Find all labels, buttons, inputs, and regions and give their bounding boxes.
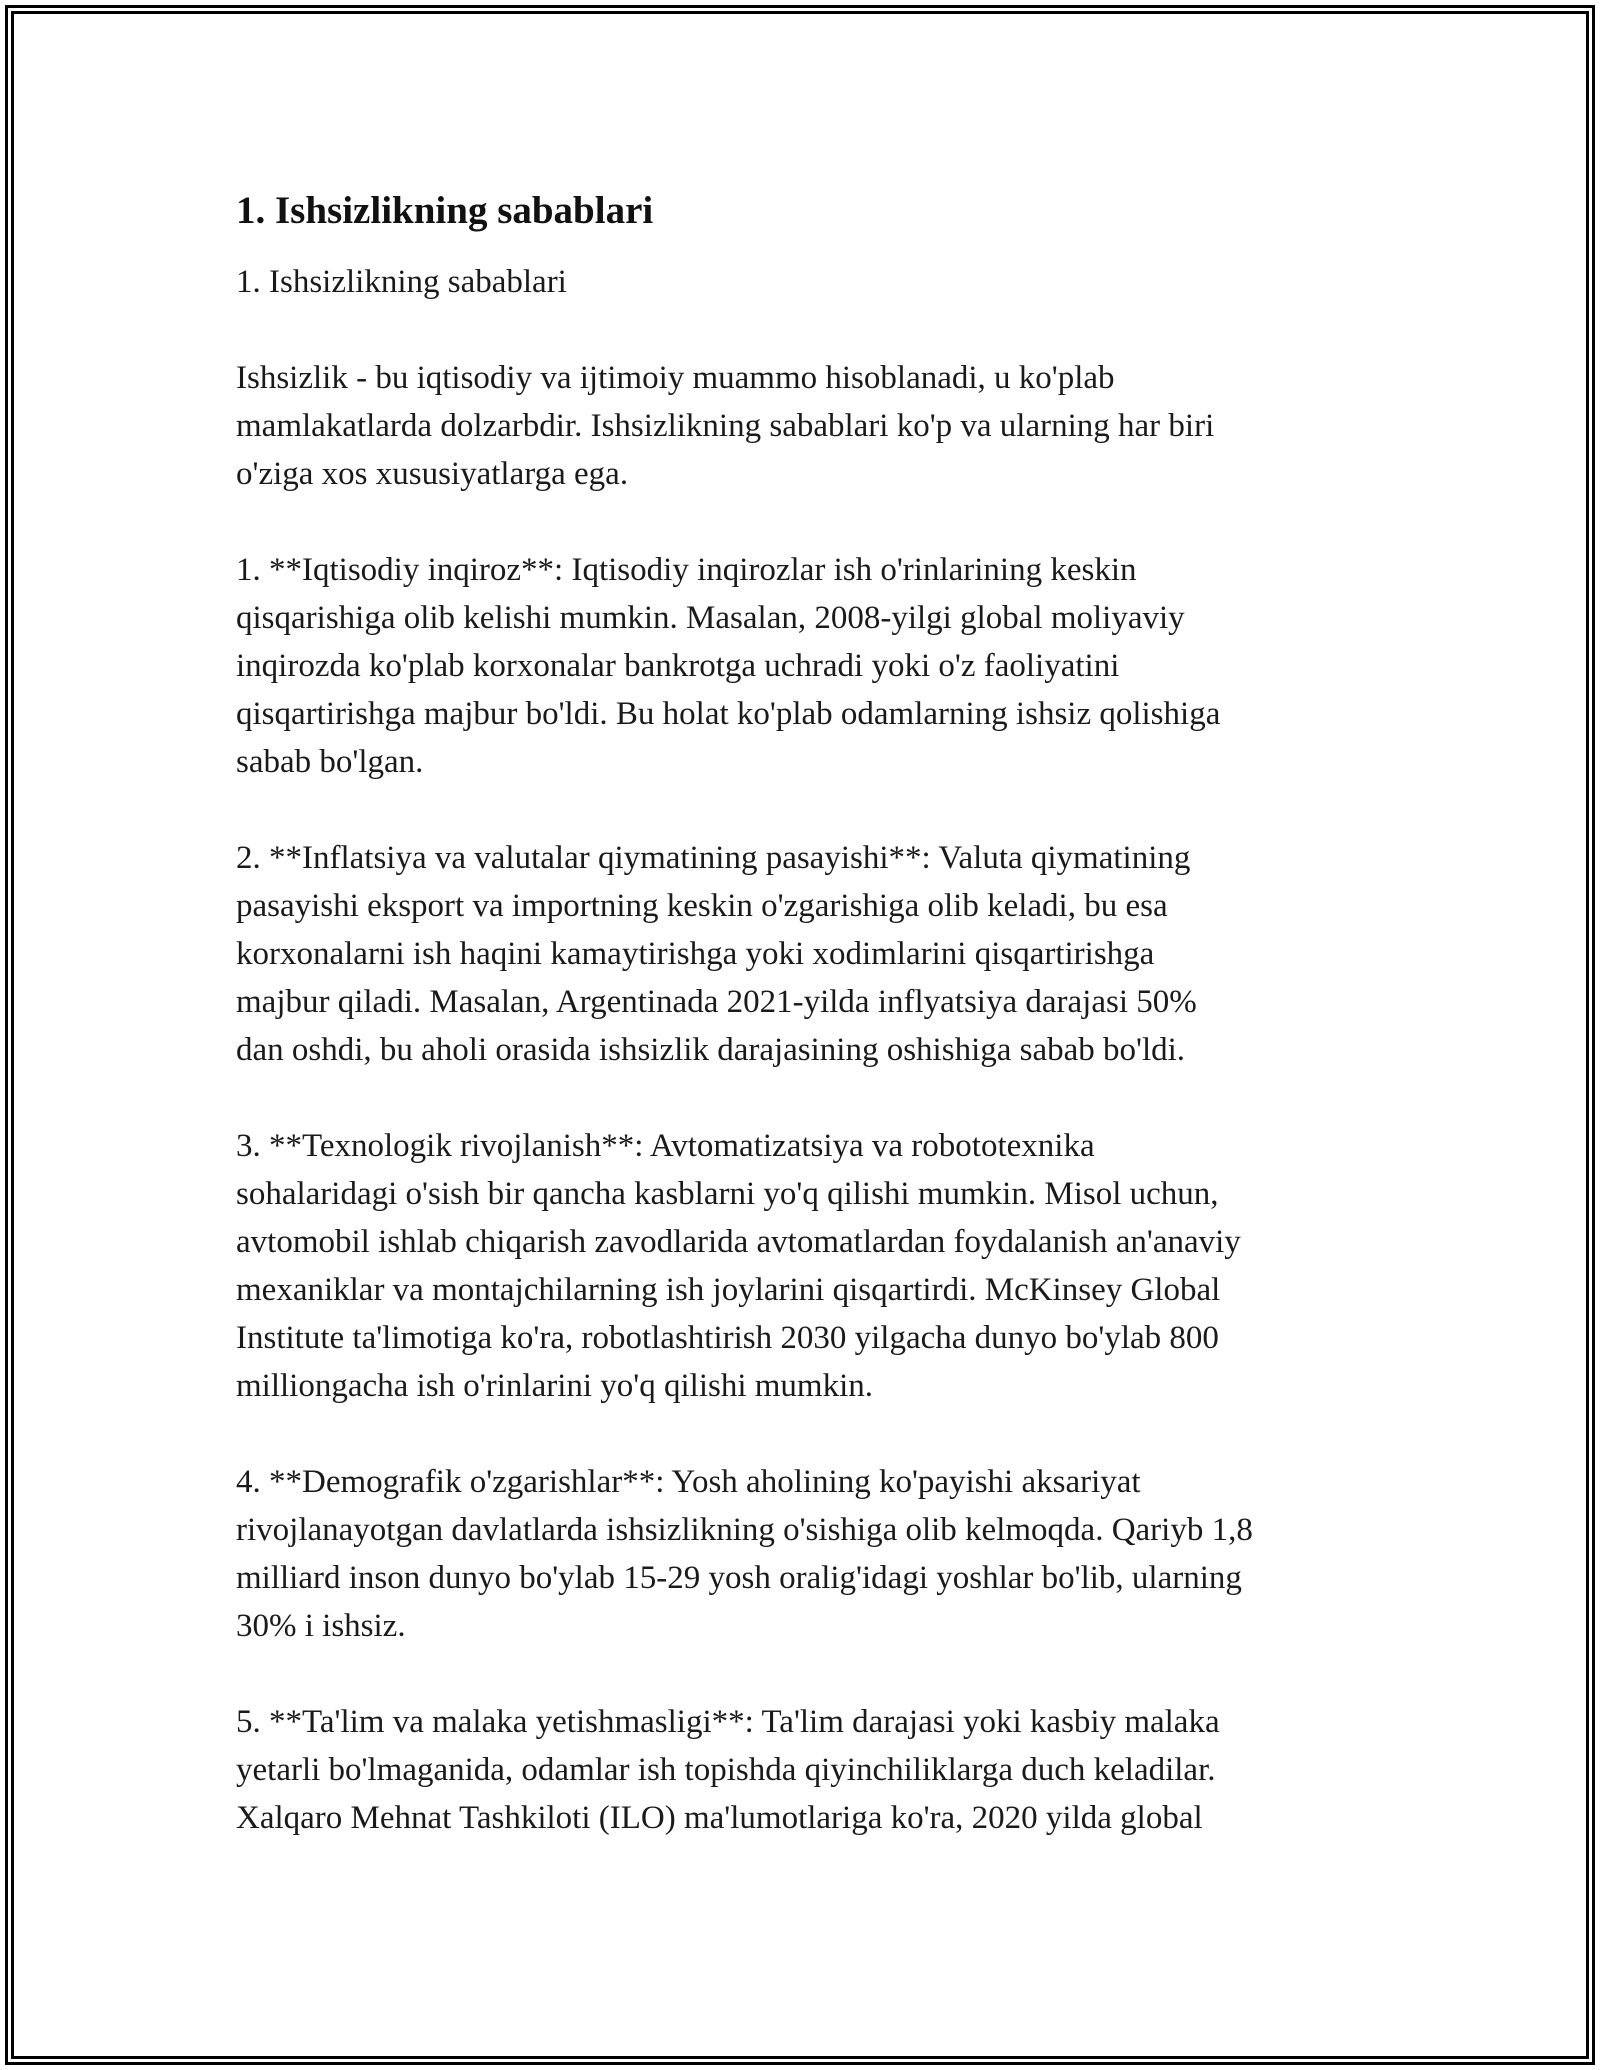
cause-paragraph-5 bbox=[236, 1698, 1376, 1842]
intro-paragraph bbox=[236, 354, 1376, 498]
text-line: milliongacha ish o'rinlarini yo'q qilishi mumkin. bbox=[236, 1368, 874, 1404]
cause-paragraph-2 bbox=[236, 834, 1376, 1074]
text-line: 5. **Ta'lim va malaka yetishmasligi**: Ta'lim darajasi yoki kasbiy malaka bbox=[236, 1704, 1220, 1740]
text-line: 4. **Demografik o'zgarishlar**: Yosh aholining ko'payishi aksariyat bbox=[236, 1464, 1141, 1500]
text-line: o'ziga xos xususiyatlarga ega. bbox=[236, 456, 629, 492]
cause-paragraph-3 bbox=[236, 1122, 1376, 1410]
text-line: Ishsizlik - bu iqtisodiy va ijtimoiy muammo hisoblanadi, u ko'plab bbox=[236, 360, 1115, 396]
text-line: 1. **Iqtisodiy inqiroz**: Iqtisodiy inqirozlar ish o'rinlarining keskin bbox=[236, 552, 1137, 588]
page-title: 1. Ishsizlikning sabablari bbox=[236, 189, 654, 232]
cause-paragraph-4 bbox=[236, 1458, 1376, 1650]
text-line: 3. **Texnologik rivojlanish**: Avtomatizatsiya va robototexnika bbox=[236, 1128, 1095, 1164]
cause-paragraph-1 bbox=[236, 546, 1376, 786]
text-line: yetarli bo'lmaganida, odamlar ish topishda qiyinchiliklarga duch keladilar. bbox=[236, 1752, 1216, 1788]
text-line: qisqartirishga majbur bo'ldi. Bu holat ko'plab odamlarning ishsiz qolishiga bbox=[236, 696, 1221, 732]
text-line: sabab bo'lgan. bbox=[236, 744, 424, 780]
text-line: avtomobil ishlab chiqarish zavodlarida avtomatlardan foydalanish an'anaviy bbox=[236, 1224, 1241, 1260]
text-line: pasayishi eksport va importning keskin o'zgarishiga olib keladi, bu esa bbox=[236, 888, 1168, 924]
document-body bbox=[236, 186, 1376, 1890]
text-line: korxonalarni ish haqini kamaytirishga yoki xodimlarini qisqartirishga bbox=[236, 936, 1155, 972]
text-line: 2. **Inflatsiya va valutalar qiymatining pasayishi**: Valuta qiymatining bbox=[236, 840, 1191, 876]
text-line: majbur qiladi. Masalan, Argentinada 2021-yilda inflyatsiya darajasi 50% bbox=[236, 984, 1197, 1020]
text-line: qisqarishiga olib kelishi mumkin. Masalan, 2008-yilgi global moliyaviy bbox=[236, 600, 1185, 636]
text-line: Institute ta'limotiga ko'ra, robotlashtirish 2030 yilgacha dunyo bo'ylab 800 bbox=[236, 1320, 1219, 1356]
section-subtitle: 1. Ishsizlikning sabablari bbox=[236, 264, 567, 300]
text-line: mamlakatlarda dolzarbdir. Ishsizlikning sabablari ko'p va ularning har biri bbox=[236, 408, 1215, 444]
text-line: mexaniklar va montajchilarning ish joylarini qisqartirdi. McKinsey Global bbox=[236, 1272, 1221, 1308]
text-line: rivojlanayotgan davlatlarda ishsizlikning o'sishiga olib kelmoqda. Qariyb 1,8 bbox=[236, 1512, 1253, 1548]
text-line: milliard inson dunyo bo'ylab 15-29 yosh oralig'idagi yoshlar bo'lib, ularning bbox=[236, 1560, 1242, 1596]
text-line: 30% i ishsiz. bbox=[236, 1608, 406, 1644]
text-line: sohalaridagi o'sish bir qancha kasblarni yo'q qilishi mumkin. Misol uchun, bbox=[236, 1176, 1219, 1212]
text-line: Xalqaro Mehnat Tashkiloti (ILO) ma'lumotlariga ko'ra, 2020 yilda global bbox=[236, 1800, 1203, 1836]
text-line: inqirozda ko'plab korxonalar bankrotga uchradi yoki o'z faoliyatini bbox=[236, 648, 1120, 684]
text-line: dan oshdi, bu aholi orasida ishsizlik darajasining oshishiga sabab bo'ldi. bbox=[236, 1032, 1186, 1068]
